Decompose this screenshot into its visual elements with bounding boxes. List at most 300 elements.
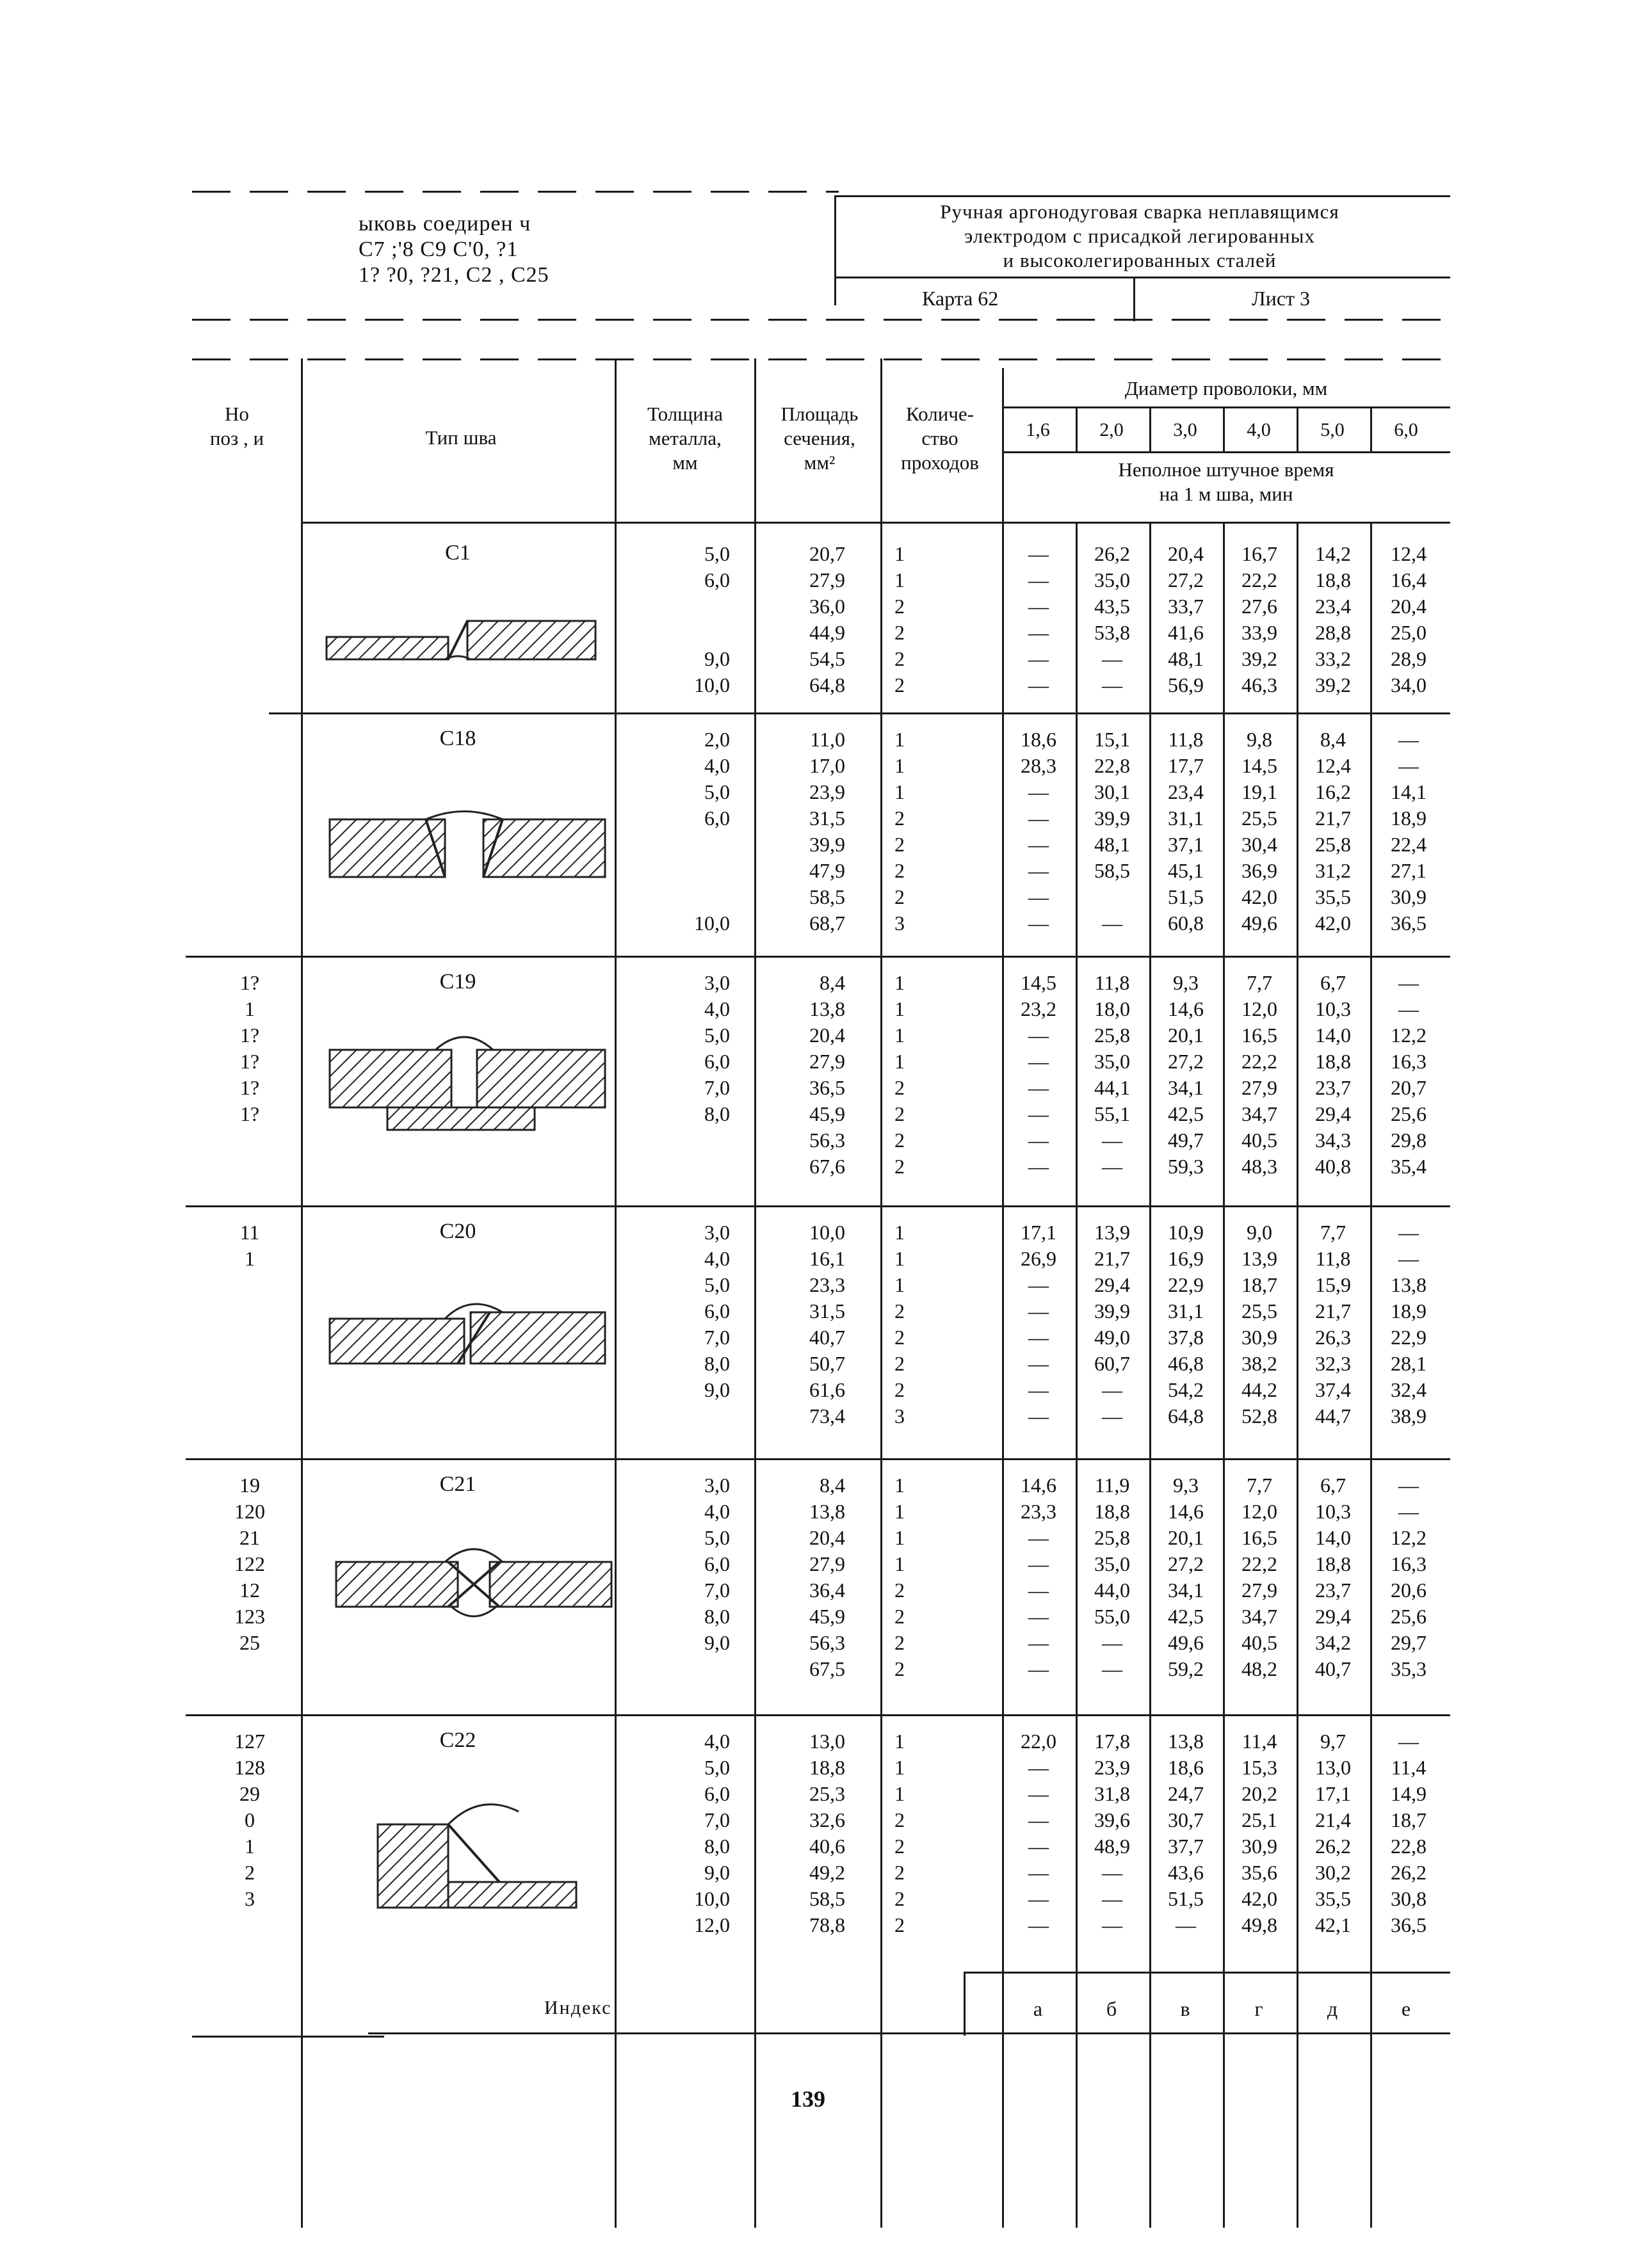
position-number: 29 — [239, 1782, 260, 1805]
area-value: 36,5 — [809, 1076, 845, 1099]
time-value: 59,3 — [1168, 1155, 1204, 1178]
time-value: 12,0 — [1241, 1500, 1277, 1523]
passes-value: 1 — [894, 754, 905, 777]
passes-value: 1 — [894, 1474, 905, 1497]
area-value: 40,6 — [809, 1835, 845, 1858]
time-value: 44,1 — [1094, 1076, 1130, 1099]
thickness-value: 10,0 — [694, 673, 730, 696]
time-value: 39,9 — [1094, 1299, 1130, 1323]
time-value: — — [1398, 1221, 1419, 1244]
time-value: 49,8 — [1241, 1913, 1277, 1936]
time-value: 55,0 — [1094, 1605, 1130, 1628]
time-value: 9,8 — [1247, 728, 1272, 751]
diameter-2-0: 2,0 — [1099, 419, 1124, 440]
position-number: 3 — [245, 1887, 255, 1910]
passes-value: 2 — [894, 1861, 905, 1884]
card-number: Карта 62 — [922, 287, 999, 310]
passes-value: 2 — [894, 885, 905, 908]
time-value: 34,1 — [1168, 1076, 1204, 1099]
time-value: — — [1102, 1129, 1122, 1152]
area-value: 67,6 — [809, 1155, 845, 1178]
time-value: 59,2 — [1168, 1657, 1204, 1680]
time-value: 34,2 — [1315, 1631, 1351, 1654]
time-value: 26,3 — [1315, 1326, 1351, 1349]
time-value: 40,5 — [1241, 1631, 1277, 1654]
card-title-line-1: Ручная аргонодуговая сварка неплавящимся — [940, 200, 1339, 223]
time-value: 13,8 — [1391, 1273, 1427, 1296]
thickness-value: 5,0 — [704, 1756, 730, 1779]
time-value: 10,9 — [1168, 1221, 1204, 1244]
area-value: 13,8 — [809, 1500, 845, 1523]
time-value: 23,4 — [1168, 780, 1204, 803]
time-value: 52,8 — [1241, 1404, 1277, 1428]
position-number: 123 — [234, 1605, 265, 1628]
time-value: 15,3 — [1241, 1756, 1277, 1779]
time-value: 14,6 — [1021, 1474, 1056, 1497]
passes-value: 1 — [894, 542, 905, 565]
area-value: 68,7 — [809, 912, 845, 935]
time-value: 14,5 — [1241, 754, 1277, 777]
time-value: — — [1102, 1378, 1122, 1401]
time-value: 14,0 — [1315, 1024, 1351, 1047]
area-value: 31,5 — [809, 1299, 845, 1323]
time-value: 30,7 — [1168, 1808, 1204, 1831]
thickness-value: 6,0 — [704, 1552, 730, 1575]
time-value: — — [1028, 1404, 1049, 1428]
time-value: 31,2 — [1315, 859, 1351, 882]
time-value: — — [1398, 997, 1419, 1020]
time-value: 42,0 — [1241, 1887, 1277, 1910]
time-value: 7,7 — [1247, 971, 1272, 994]
card-title-line-3: и высоколегированных сталей — [1003, 249, 1277, 271]
passes-value: 1 — [894, 1526, 905, 1549]
card-title-line-2: электродом с присадкой легированных — [964, 225, 1315, 247]
col-thickness: Толщина металла, мм — [647, 403, 723, 474]
time-value: 43,6 — [1168, 1861, 1204, 1884]
passes-value: 3 — [894, 1404, 905, 1428]
thickness-value: 5,0 — [704, 1526, 730, 1549]
time-value: 14,9 — [1391, 1782, 1427, 1805]
passes-value: 1 — [894, 568, 905, 591]
time-value: 14,1 — [1391, 780, 1427, 803]
time-value: 36,5 — [1391, 912, 1427, 935]
time-value: — — [1028, 1552, 1049, 1575]
time-value: 60,7 — [1094, 1352, 1130, 1375]
time-value: 14,0 — [1315, 1526, 1351, 1549]
time-value: 31,1 — [1168, 807, 1204, 830]
time-value: 18,9 — [1391, 1299, 1427, 1323]
time-value: — — [1102, 912, 1122, 935]
time-value: 33,2 — [1315, 647, 1351, 670]
area-value: 17,0 — [809, 754, 845, 777]
thickness-value: 8,0 — [704, 1352, 730, 1375]
diameter-5-0: 5,0 — [1320, 419, 1345, 440]
time-value: — — [1028, 833, 1049, 856]
index-label: Индекс — [544, 1997, 612, 2018]
time-value: 10,3 — [1315, 1500, 1351, 1523]
time-value: 39,2 — [1241, 647, 1277, 670]
time-value: 15,9 — [1315, 1273, 1351, 1296]
passes-value: 1 — [894, 1247, 905, 1270]
area-value: 20,7 — [809, 542, 845, 565]
time-value: 49,7 — [1168, 1129, 1204, 1152]
position-number: 122 — [234, 1552, 265, 1575]
area-value: 27,9 — [809, 1552, 845, 1575]
time-value: 35,5 — [1315, 1887, 1351, 1910]
footer-bottom-rule-left — [192, 2036, 384, 2038]
time-value: 11,4 — [1241, 1730, 1277, 1753]
time-value: — — [1028, 1102, 1049, 1125]
diameter-3-0: 3,0 — [1173, 419, 1197, 440]
time-value: — — [1028, 1050, 1049, 1073]
time-value: 22,9 — [1391, 1326, 1427, 1349]
area-value: 78,8 — [809, 1913, 845, 1936]
time-value: 53,8 — [1094, 621, 1130, 644]
time-value: — — [1398, 1247, 1419, 1270]
time-value: 23,4 — [1315, 595, 1351, 618]
time-value: 27,9 — [1241, 1076, 1277, 1099]
time-value: 42,5 — [1168, 1102, 1204, 1125]
time-value: 12,4 — [1315, 754, 1351, 777]
time-value: 24,7 — [1168, 1782, 1204, 1805]
time-value: 46,3 — [1241, 673, 1277, 696]
page-number: 139 — [791, 2086, 825, 2112]
area-value: 50,7 — [809, 1352, 845, 1375]
time-value: 23,3 — [1021, 1500, 1056, 1523]
time-value: 18,0 — [1094, 997, 1130, 1020]
time-value: 44,2 — [1241, 1378, 1277, 1401]
thickness-value: 6,0 — [704, 568, 730, 591]
thickness-value: 4,0 — [704, 1730, 730, 1753]
time-value: — — [1028, 1076, 1049, 1099]
passes-value: 1 — [894, 1050, 905, 1073]
time-value: — — [1398, 1500, 1419, 1523]
time-value: 49,6 — [1241, 912, 1277, 935]
weld-type-label: С20 — [439, 1219, 476, 1243]
time-value: 64,8 — [1168, 1404, 1204, 1428]
footer-divider-left — [964, 1972, 966, 2036]
time-value: 21,7 — [1094, 1247, 1130, 1270]
time-value: 31,8 — [1094, 1782, 1130, 1805]
time-value: 16,2 — [1315, 780, 1351, 803]
passes-value: 1 — [894, 1024, 905, 1047]
time-value: 20,4 — [1391, 595, 1427, 618]
time-value: 23,2 — [1021, 997, 1056, 1020]
time-value: 35,4 — [1391, 1155, 1427, 1178]
area-value: 36,0 — [809, 595, 845, 618]
time-value: 26,2 — [1094, 542, 1130, 565]
time-value: — — [1028, 647, 1049, 670]
time-value: 17,1 — [1315, 1782, 1351, 1805]
passes-value: 2 — [894, 1631, 905, 1654]
time-value: — — [1102, 647, 1122, 670]
time-value: 48,1 — [1094, 833, 1130, 856]
time-value: — — [1028, 1782, 1049, 1805]
index-letter-a: а — [1033, 1997, 1043, 2020]
area-value: 13,0 — [809, 1730, 845, 1753]
time-value: 13,9 — [1241, 1247, 1277, 1270]
position-number: 19 — [239, 1474, 260, 1497]
time-value: 35,0 — [1094, 1552, 1130, 1575]
time-value: — — [1028, 595, 1049, 618]
thickness-value: 2,0 — [704, 728, 730, 751]
passes-value: 2 — [894, 1835, 905, 1858]
weld-type-label: С22 — [439, 1728, 476, 1752]
index-letter-d: д — [1327, 1997, 1338, 2020]
time-value: — — [1102, 1404, 1122, 1428]
thickness-value: 8,0 — [704, 1835, 730, 1858]
time-value: 29,4 — [1315, 1605, 1351, 1628]
area-value: 36,4 — [809, 1579, 845, 1602]
time-value: 12,2 — [1391, 1024, 1427, 1047]
time-value: — — [1028, 1605, 1049, 1628]
time-value: 48,3 — [1241, 1155, 1277, 1178]
time-value: 25,5 — [1241, 1299, 1277, 1323]
time-value: 43,5 — [1094, 595, 1130, 618]
area-value: 20,4 — [809, 1526, 845, 1549]
time-value: — — [1028, 1657, 1049, 1680]
time-value: 16,4 — [1391, 568, 1427, 591]
passes-value: 1 — [894, 1500, 905, 1523]
time-value: — — [1028, 1913, 1049, 1936]
time-value: — — [1102, 1861, 1122, 1884]
time-value: 18,8 — [1094, 1500, 1130, 1523]
thickness-value: 5,0 — [704, 1024, 730, 1047]
passes-value: 2 — [894, 1605, 905, 1628]
passes-value: 2 — [894, 833, 905, 856]
area-value: 16,1 — [809, 1247, 845, 1270]
thickness-value: 7,0 — [704, 1579, 730, 1602]
area-value: 20,4 — [809, 1024, 845, 1047]
thickness-value: 6,0 — [704, 1782, 730, 1805]
time-value: 22,8 — [1094, 754, 1130, 777]
time-value: — — [1028, 1808, 1049, 1831]
time-value: — — [1028, 780, 1049, 803]
passes-value: 2 — [894, 1808, 905, 1831]
time-title: Неполное штучное время на 1 м шва, мин — [1118, 458, 1334, 505]
time-value: 30,2 — [1315, 1861, 1351, 1884]
position-number: 1? — [239, 1024, 260, 1047]
time-value: 48,2 — [1241, 1657, 1277, 1680]
connection-line-2: С7 ;'8 С9 С'0, ?1 — [359, 237, 519, 261]
time-value: 14,6 — [1168, 997, 1204, 1020]
weld-type-label: С21 — [439, 1472, 476, 1496]
thickness-value: 7,0 — [704, 1808, 730, 1831]
time-value: 39,2 — [1315, 673, 1351, 696]
position-number: 128 — [234, 1756, 265, 1779]
sheet-number: Лист 3 — [1252, 287, 1311, 310]
time-value: 27,6 — [1241, 595, 1277, 618]
position-number: 11 — [239, 1221, 260, 1244]
time-value: 34,0 — [1391, 673, 1427, 696]
time-value: 25,8 — [1094, 1526, 1130, 1549]
time-value: 25,6 — [1391, 1605, 1427, 1628]
thickness-value: 3,0 — [704, 1474, 730, 1497]
area-value: 58,5 — [809, 885, 845, 908]
time-value: — — [1028, 1835, 1049, 1858]
index-letter-e: е — [1401, 1997, 1411, 2020]
time-value: — — [1398, 971, 1419, 994]
time-value: — — [1028, 1579, 1049, 1602]
thickness-value: 9,0 — [704, 1631, 730, 1654]
passes-value: 2 — [894, 1102, 905, 1125]
time-value: 37,8 — [1168, 1326, 1204, 1349]
time-value: 42,1 — [1315, 1913, 1351, 1936]
time-value: — — [1102, 1155, 1122, 1178]
time-value: 14,6 — [1168, 1500, 1204, 1523]
area-value: 18,8 — [809, 1756, 845, 1779]
diameter-title: Диаметр проволоки, мм — [1124, 377, 1328, 399]
time-value: 21,7 — [1315, 1299, 1351, 1323]
time-value: — — [1028, 885, 1049, 908]
time-value: 6,7 — [1320, 971, 1346, 994]
time-value: 58,5 — [1094, 859, 1130, 882]
time-value: 32,3 — [1315, 1352, 1351, 1375]
passes-value: 3 — [894, 912, 905, 935]
time-value: 35,3 — [1391, 1657, 1427, 1680]
group-separator — [186, 1458, 1450, 1460]
col-passes: Количе- ство проходов — [901, 403, 979, 474]
thickness-value: 5,0 — [704, 542, 730, 565]
time-value: 28,9 — [1391, 647, 1427, 670]
time-value: 26,2 — [1391, 1861, 1427, 1884]
time-value: 20,1 — [1168, 1024, 1204, 1047]
group-separator — [269, 712, 1450, 714]
time-value: 13,0 — [1315, 1756, 1351, 1779]
time-value: 12,2 — [1391, 1526, 1427, 1549]
time-value: 34,7 — [1241, 1605, 1277, 1628]
time-value: 16,3 — [1391, 1552, 1427, 1575]
time-value: 45,1 — [1168, 859, 1204, 882]
area-value: 25,3 — [809, 1782, 845, 1805]
time-value: 44,7 — [1315, 1404, 1351, 1428]
time-value: 31,1 — [1168, 1299, 1204, 1323]
index-letter-g: г — [1254, 1997, 1263, 2020]
time-value: 37,1 — [1168, 833, 1204, 856]
time-value: 28,3 — [1021, 754, 1056, 777]
time-value: 27,2 — [1168, 1552, 1204, 1575]
passes-value: 2 — [894, 1579, 905, 1602]
time-value: — — [1028, 568, 1049, 591]
time-value: 11,8 — [1094, 971, 1130, 994]
connection-line-3: 1? ?0, ?21, С2 , С25 — [359, 263, 549, 287]
diameter-1-6: 1,6 — [1026, 419, 1050, 440]
time-value: 35,0 — [1094, 1050, 1130, 1073]
col-position-no: Но поз , и — [209, 403, 264, 449]
time-value: 11,8 — [1168, 728, 1204, 751]
passes-value: 2 — [894, 1129, 905, 1152]
time-value: 7,7 — [1247, 1474, 1272, 1497]
time-value: 8,4 — [1320, 728, 1346, 751]
passes-value: 2 — [894, 807, 905, 830]
area-value: 64,8 — [809, 673, 845, 696]
time-value: — — [1398, 1730, 1419, 1753]
time-value: — — [1398, 728, 1419, 751]
time-value: 13,9 — [1094, 1221, 1130, 1244]
passes-value: 1 — [894, 1782, 905, 1805]
area-value: 11,0 — [810, 728, 845, 751]
time-value: 34,3 — [1315, 1129, 1351, 1152]
passes-value: 2 — [894, 621, 905, 644]
time-value: — — [1028, 807, 1049, 830]
time-value: 34,1 — [1168, 1579, 1204, 1602]
time-value: 22,4 — [1391, 833, 1427, 856]
time-value: — — [1028, 1326, 1049, 1349]
passes-value: 2 — [894, 647, 905, 670]
area-value: 8,4 — [820, 1474, 845, 1497]
time-value: 12,4 — [1391, 542, 1427, 565]
connection-line-1: ыковь соедирен ч — [359, 212, 531, 236]
time-value: 22,2 — [1241, 1050, 1277, 1073]
area-value: 31,5 — [809, 807, 845, 830]
position-number: 1 — [245, 997, 255, 1020]
time-value: 25,1 — [1241, 1808, 1277, 1831]
time-value: 18,8 — [1315, 1050, 1351, 1073]
time-value: 20,6 — [1391, 1579, 1427, 1602]
thickness-value: 7,0 — [704, 1326, 730, 1349]
time-value: — — [1028, 1273, 1049, 1296]
time-value: — — [1028, 1129, 1049, 1152]
time-value: 37,7 — [1168, 1835, 1204, 1858]
thickness-value: 5,0 — [704, 1273, 730, 1296]
time-value: 29,4 — [1315, 1102, 1351, 1125]
passes-value: 1 — [894, 1756, 905, 1779]
passes-value: 2 — [894, 673, 905, 696]
position-number: 1 — [245, 1247, 255, 1270]
time-value: 35,5 — [1315, 885, 1351, 908]
time-value: 38,9 — [1391, 1404, 1427, 1428]
time-value: 22,9 — [1168, 1273, 1204, 1296]
time-value: 46,8 — [1168, 1352, 1204, 1375]
area-value: 45,9 — [809, 1102, 845, 1125]
time-value: 27,9 — [1241, 1579, 1277, 1602]
passes-value: 2 — [894, 1076, 905, 1099]
area-value: 23,9 — [809, 780, 845, 803]
area-value: 40,7 — [809, 1326, 845, 1349]
thickness-value: 10,0 — [694, 912, 730, 935]
time-value: — — [1028, 1299, 1049, 1323]
passes-value: 2 — [894, 595, 905, 618]
time-value: — — [1028, 1024, 1049, 1047]
area-value: 23,3 — [809, 1273, 845, 1296]
time-value: 22,8 — [1391, 1835, 1427, 1858]
area-value: 58,5 — [809, 1887, 845, 1910]
time-value: 18,9 — [1391, 807, 1427, 830]
weld-type-label: С1 — [445, 541, 471, 565]
index-letter-v: в — [1180, 1997, 1190, 2020]
time-value: — — [1398, 754, 1419, 777]
area-value: 73,4 — [809, 1404, 845, 1428]
time-value: 6,7 — [1320, 1474, 1346, 1497]
time-value: 34,7 — [1241, 1102, 1277, 1125]
time-value: — — [1102, 1887, 1122, 1910]
time-value: 10,3 — [1315, 997, 1351, 1020]
index-letter-b: б — [1106, 1997, 1117, 2020]
passes-value: 1 — [894, 1273, 905, 1296]
passes-value: 1 — [894, 1552, 905, 1575]
group-separator — [186, 1205, 1450, 1207]
time-value: 26,9 — [1021, 1247, 1056, 1270]
position-number: 21 — [239, 1526, 260, 1549]
time-value: 16,5 — [1241, 1526, 1277, 1549]
time-value: 21,7 — [1315, 807, 1351, 830]
time-value: — — [1028, 1155, 1049, 1178]
time-value: — — [1102, 1913, 1122, 1936]
time-value: 23,7 — [1315, 1579, 1351, 1602]
time-value: 38,2 — [1241, 1352, 1277, 1375]
time-value: — — [1102, 1657, 1122, 1680]
time-value: 35,0 — [1094, 568, 1130, 591]
